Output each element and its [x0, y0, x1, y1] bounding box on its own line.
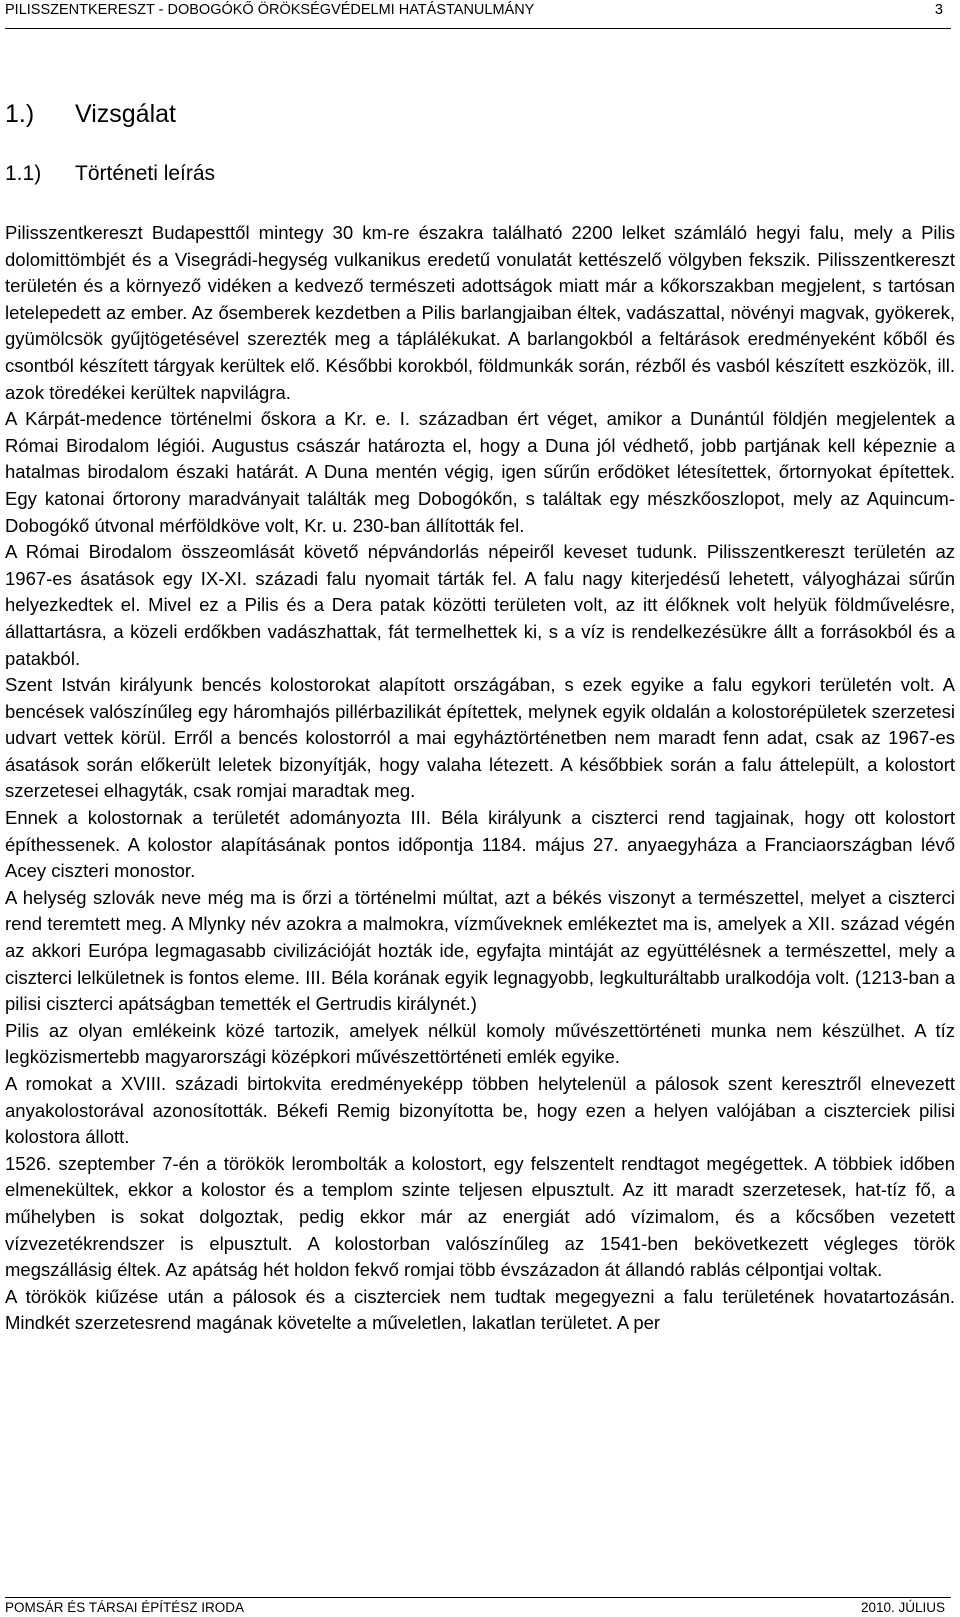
- page-footer: [5, 1597, 951, 1617]
- subsection-heading: [5, 160, 215, 188]
- paragraph: A helység szlovák neve még ma is őrzi a történelmi múltat, azt a békés viszonyt a természettel, melyet a ciszterci rend teremtett meg. A Mlynky név azokra a malmokra, vízműveknek emlékeztet ma is, amelyek a XII. század végén az akkori Európa legmagasabb civilizációját hozták ide, egyfajta mintáját az együttélésnek a természettel, mely a ciszterci lelkületnek is fontos eleme. III. Béla korának egyik legnagyobb, legkulturáltabb uralkodója volt. (1213-ban a pilisi ciszterci apátságban temették el Gertrudis királynét.): [5, 886, 955, 1015]
- paragraph: A Kárpát-medence történelmi őskora a Kr. e. I. században ért véget, amikor a Dunántúl földjén megjelentek a Római Birodalom légiói. Augustus császár határozta el, hogy a Duna jól védhető, jobb partjának kell képeznie a hatalmas birodalom északi határát. A Duna mentén végig, igen sűrűn erődöket létesítettek, őrtornyokat építettek. Egy katonai őrtorony maradványait találták meg Dobogókőn, s találtak egy mészkőoszlopot, mely az Aquincum-Dobogókő útvonal mérföldköve volt, Kr. u. 230-ban állították fel.: [5, 408, 955, 536]
- paragraph: Pilisszentkereszt Budapesttől mintegy 30 km-re északra található 2200 lelket számláló hegyi falu, mely a Pilis dolomittömbjét és a Visegrádi-hegység vulkanikus eredetű vonulatát kettészelő völgyben fekszik. Pilisszentkereszt területén és a környező vidéken a kedvező természeti adottságok miatt már a kőkorszakban megjelent, s tartósan letelepedett az ember. Az ősemberek kezdetben a Pilis barlangjaiban éltek, vadászattal, növényi magvak, gyökerek, gyümölcsök gyűjtögetésével szerezték meg a táplálékukat. A barlangokból a feltárások eredményeként kőből és csontból készített tárgyak kerültek elő. Későbbi korokból, földmunkák során, rézből és vasból készített eszközök, ill. azok töredékei kerültek napvilágra.: [5, 222, 955, 403]
- paragraph: Ennek a kolostornak a területét adományozta III. Béla királyunk a ciszterci rend tagjainak, hogy ott kolostort építhessenek. A kolostor alapításának pontos időpontja 1184. május 27. anyaegyháza a Franciaországban lévő Acey ciszteri monostor.: [5, 807, 955, 882]
- page-number: 3: [934, 2, 943, 18]
- section-title: Vizsgálat: [75, 100, 176, 128]
- subsection-title: Történeti leírás: [75, 162, 216, 185]
- page-header: [5, 0, 951, 29]
- section-heading: [5, 98, 176, 130]
- paragraph: Szent István királyunk bencés kolostorokat alapított országában, s ezek egyike a falu egykori területén volt. A bencések valószínűleg egy háromhajós pillérbazilikát építettek, melynek egyik oldalán a kolostorépületek szerzetesi udvart vettek körül. Erről a bencés kolostorról a mai egyháztörténetben nem maradt fenn adat, csak az 1967-es ásatások során előkerült leletek bizonyítják, hogy valaha létezett. A későbbiek során a falu áttelepült, a kolostort szerzetesei elhagyták, csak romjai maradtak meg.: [5, 674, 955, 802]
- paragraph: Pilis az olyan emlékeink közé tartozik, amelyek nélkül komoly művészettörténeti munka nem készülhet. A tíz legközismertebb magyarországi középkori művészettörténeti emlék egyike.: [5, 1019, 955, 1068]
- paragraph: 1526. szeptember 7-én a törökök lerombolták a kolostort, egy felszentelt rendtagot megégettek. A többiek időben elmenekültek, ekkor a kolostor és a templom szinte teljesen elpusztult. Az itt maradt szerzetesek, hat-tíz fő, a műhelyben is sokat dolgoztak, pedig ekkor már az energiát adó vízimalom, és a kőcsőben vezetett vízvezetékrendszer is elpusztult. A kolostorban valószínűleg az 1541-ben bekövetkezett végleges török megszállásig éltek. Az apátság hét holdon fekvő romjai több évszázadon át állandó rablás célpontjai voltak.: [5, 1152, 955, 1281]
- paragraph: A törökök kiűzése után a pálosok és a ciszterciek nem tudtak megegyezni a falu területének hovatartozásán. Mindkét szerzetesrend magának követelte a műveletlen, lakatlan területet. A per: [5, 1285, 955, 1334]
- subsection-number: 1.1): [5, 162, 42, 185]
- body-text: [5, 220, 955, 1337]
- footer-office: POMSÁR ÉS TÁRSAI ÉPÍTÉSZ IRODA: [5, 1600, 245, 1615]
- document-title: PILISSZENTKERESZT - DOBOGÓKŐ ÖRÖKSÉGVÉDELMI HATÁSTANULMÁNY: [5, 2, 535, 18]
- footer-date: 2010. JÚLIUS: [860, 1600, 945, 1615]
- section-number: 1.): [5, 100, 35, 128]
- paragraph: A Római Birodalom összeomlását követő népvándorlás népeiről keveset tudunk. Pilisszentkereszt területén az 1967-es ásatások egy IX-XI. századi falu nyomait tárták fel. A falu nagy kiterjedésű lehetett, vályogházai sűrűn helyezkedtek el. Mivel ez a Pilis és a Dera patak közötti területen volt, az itt élőknek volt helyük földművelésre, állattartásra, a közeli erdőkben vadászhattak, fát termelhettek ki, s a víz is rendelkezésükre állt a forrásokból és a patakból.: [5, 541, 955, 669]
- paragraph: A romokat a XVIII. századi birtokvita eredményeképp többen helytelenül a pálosok szent keresztről elnevezett anyakolostorával azonosították. Békefi Remig bizonyította be, hogy ezen a helyen valójában a ciszterciek pilisi kolostora állott.: [5, 1073, 955, 1148]
